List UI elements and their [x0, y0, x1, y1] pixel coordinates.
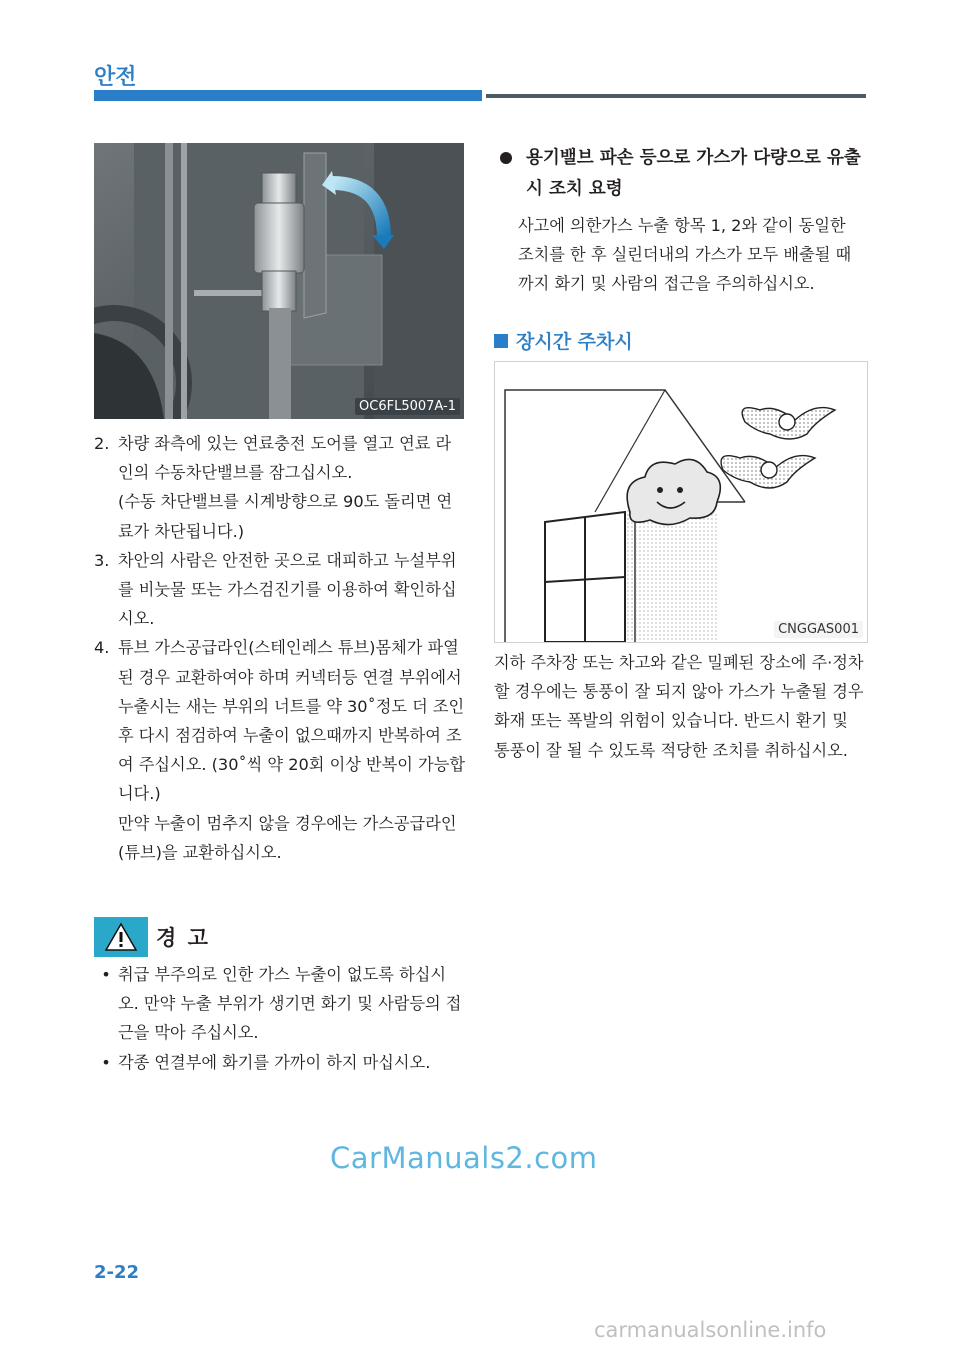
figure-code: OC6FL5007A-1: [355, 398, 460, 415]
page-number: 2-22: [94, 1262, 140, 1283]
emergency-text: 사고에 의한가스 누출 항목 1, 2와 같이 동일한 조치를 한 후 실린더내의 가스가 모두 배출될 때 까지 화기 및 사람의 접근을 주의하십시오.: [518, 216, 852, 294]
warning-item: [94, 1048, 466, 1077]
bullet-dot-icon: [500, 152, 512, 164]
warning-text: 취급 부주의로 인한 가스 누출이 없도록 하십시오. 만약 누출 부위가 생기면 화기 및 사람등의 접근을 막아 주십시오.: [118, 965, 462, 1043]
procedure-steps: [94, 429, 466, 867]
header-bar-accent: [94, 90, 482, 101]
figure-code: CNGGAS001: [774, 621, 863, 638]
emergency-heading-text: 용기밸브 파손 등으로 가스가 다량으로 유출시 조치 요령: [526, 148, 861, 199]
watermark-text: CarManuals2.com: [330, 1141, 598, 1175]
step-text: 차량 좌측에 있는 연료충전 도어를 열고 연료 라인의 수동차단밸브를 잠그십시오.: [118, 434, 452, 483]
warning-title: 경 고: [156, 926, 210, 950]
valve-illustration: [94, 143, 464, 419]
warning-triangle-icon: [104, 922, 138, 952]
valve-photo: [94, 143, 464, 419]
section-heading: [494, 327, 633, 354]
parking-text: 지하 주차장 또는 차고와 같은 밀폐된 장소에 주·정차할 경우에는 통풍이 잘 되지 않아 가스가 누출될 경우 화재 또는 폭발의 위험이 있습니다. 반드시 환기 및 통풍이 잘 될 수 있도록 적당한 조치를 취하십시오.: [494, 653, 864, 760]
step-text: 차안의 사람은 안전한 곳으로 대피하고 누설부위를 비눗물 또는 가스검진기를 이용하여 확인하십시오.: [118, 550, 457, 629]
step-number: 4.: [94, 638, 110, 658]
step-text: 튜브 가스공급라인(스테인레스 튜브)몸체가 파열된 경우 교환하여야 하며 커넥터등 연결 부위에서 누출시는 새는 부위의 너트를 약 30˚정도 더 조인 후 다시 점검하여 누출이 없으때까지 반복하여 조여 주십시오. (30˚씩 약 20회 이상 반복이 가능합니다.): [118, 638, 465, 804]
warning-text: 각종 연결부에 화기를 가까이 하지 마십시오.: [118, 1052, 431, 1072]
step-item: [94, 429, 466, 546]
warning-header: [94, 917, 210, 957]
step-number: 2.: [94, 434, 110, 453]
section-square-icon: [494, 334, 508, 348]
garage-drawing: [495, 362, 867, 642]
footer-watermark: carmanualsonline.info: [594, 1318, 827, 1342]
step-item: [94, 633, 466, 867]
step-note: (수동 차단밸브를 시계방향으로 90도 돌리면 연료가 차단됩니다.): [118, 492, 453, 541]
warning-badge: [94, 917, 148, 957]
garage-illustration: [494, 361, 868, 643]
emergency-heading: [500, 143, 866, 205]
header-bar-line: [486, 94, 866, 98]
section-title: 장시간 주차시: [516, 331, 633, 353]
bullet-dot-icon: •: [101, 1052, 111, 1072]
section-header-title: 안전: [94, 65, 137, 90]
warning-item: [94, 960, 466, 1048]
step-note: 만약 누출이 멈추지 않을 경우에는 가스공급라인(튜브)을 교환하십시오.: [118, 813, 457, 862]
bullet-dot-icon: •: [101, 965, 111, 984]
step-item: [94, 546, 466, 634]
step-number: 3.: [94, 550, 110, 570]
warning-list: [94, 960, 466, 1077]
